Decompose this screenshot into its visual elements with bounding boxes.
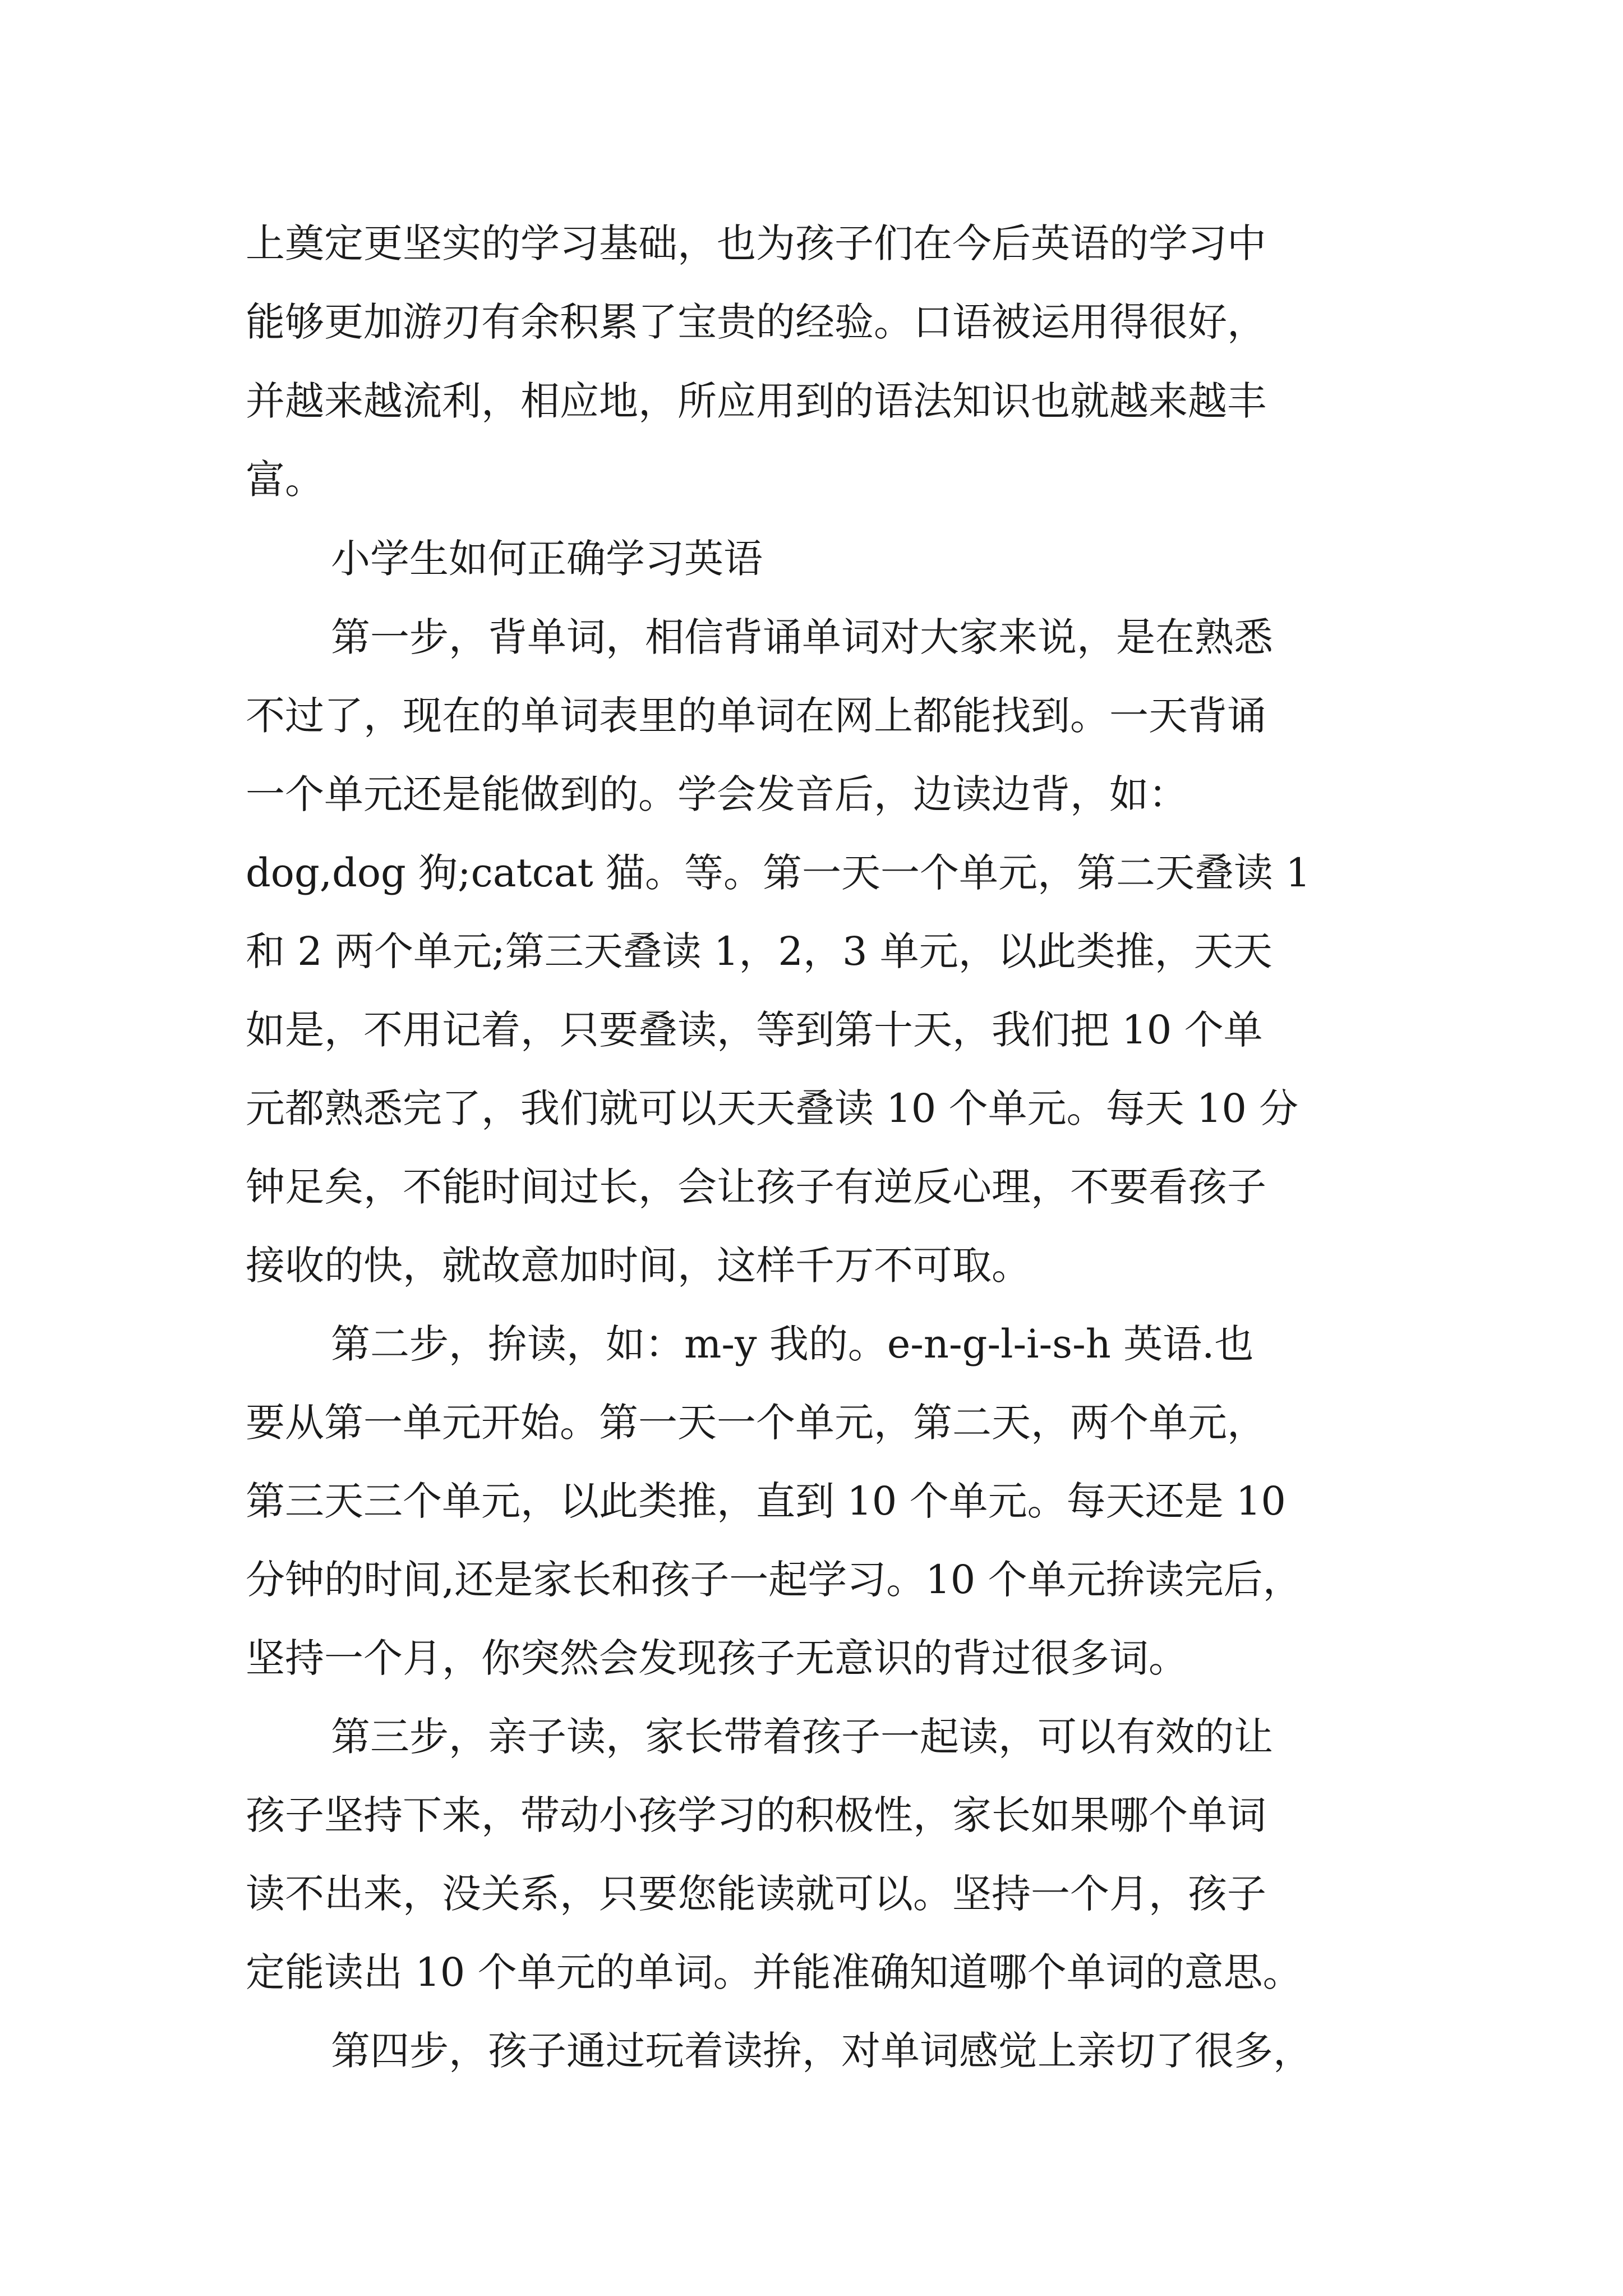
text-line: 第四步，孩子通过玩着读拚，对单词感觉上亲切了很多，	[331, 2028, 1312, 2074]
text-line: 并越来越流利，相应地，所应用到的语法知识也就越来越丰	[246, 378, 1266, 424]
text-line: 坚持一个月，你突然会发现孩子无意识的背过很多词。	[246, 1635, 1188, 1681]
text-line: dog,dog 狗;catcat 猫。等。第一天一个单元，第二天叠读 1	[246, 850, 1311, 896]
text-line: 富。	[246, 457, 324, 503]
section-heading: 小学生如何正确学习英语	[331, 536, 763, 582]
text-line: 如是，不用记着，只要叠读，等到第十天，我们把 10 个单	[246, 1007, 1263, 1053]
text-line: 第二步，拚读，如：m-y 我的。e-n-g-l-i-s-h 英语.也	[331, 1321, 1254, 1367]
text-line: 第三天三个单元，以此类推，直到 10 个单元。每天还是 10	[246, 1478, 1286, 1524]
text-line: 第一步，背单词，相信背诵单词对大家来说，是在熟悉	[331, 614, 1273, 660]
text-line: 接收的快，就故意加时间，这样千万不可取。	[246, 1243, 1031, 1289]
text-line: 定能读出 10 个单元的单词。并能准确知道哪个单词的意思。	[246, 1949, 1302, 1995]
text-line: 能够更加游刃有余积累了宝贵的经验。口语被运用得很好，	[246, 299, 1266, 345]
text-line: 一个单元还是能做到的。学会发音后，边读边背，如：	[246, 771, 1188, 817]
text-line: 和 2 两个单元;第三天叠读 1，2，3 单元，以此类推，天天	[246, 928, 1272, 974]
text-line: 读不出来，没关系，只要您能读就可以。坚持一个月，孩子	[246, 1871, 1266, 1917]
text-line: 第三步，亲子读，家长带着孩子一起读，可以有效的让	[331, 1714, 1273, 1760]
text-line: 元都熟悉完了，我们就可以天天叠读 10 个单元。每天 10 分	[246, 1085, 1299, 1131]
text-line: 分钟的时间,还是家长和孩子一起学习。10 个单元拚读完后，	[246, 1557, 1302, 1603]
text-line: 要从第一单元开始。第一天一个单元，第二天，两个单元，	[246, 1400, 1266, 1446]
text-line: 孩子坚持下来，带动小孩学习的积极性，家长如果哪个单词	[246, 1792, 1266, 1838]
text-line: 钟足矣，不能时间过长，会让孩子有逆反心理，不要看孩子	[246, 1164, 1266, 1210]
text-line: 上奠定更坚实的学习基础，也为孩子们在今后英语的学习中	[246, 220, 1266, 266]
text-line: 不过了，现在的单词表里的单词在网上都能找到。一天背诵	[246, 693, 1266, 739]
